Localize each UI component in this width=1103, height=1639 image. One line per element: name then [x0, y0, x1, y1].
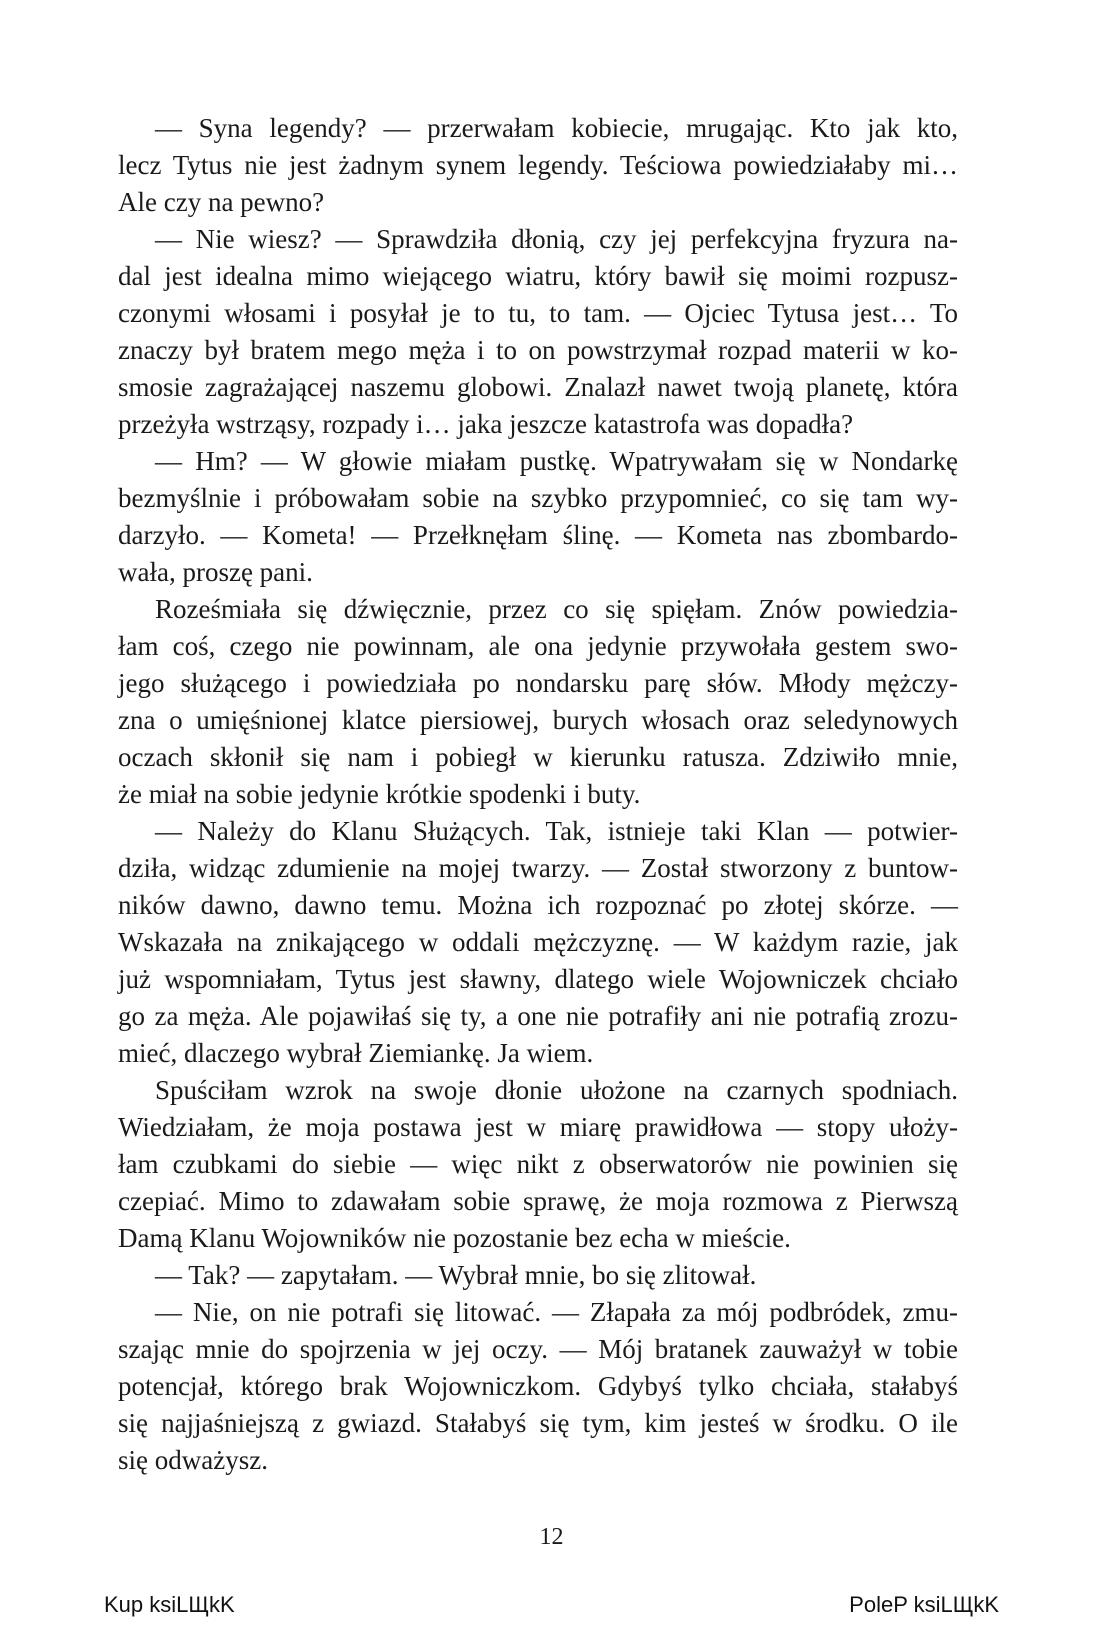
text-line: Wiedziałam, że moja postawa jest w miarę prawidłowa — stopy ułoży- [118, 1112, 958, 1142]
text-line: się najjaśniejszą z gwiazd. Stałabyś się tym, kim jesteś w środku. O ile [118, 1408, 958, 1438]
text-line: jego służącego i powiedziała po nondarsku parę słów. Młody mężczy- [118, 668, 958, 698]
text-line: — Hm? — W głowie miałam pustkę. Wpatrywałam się w Nondarkę [155, 446, 958, 476]
text-line: — Nie, on nie potrafi się litować. — Złapała za mój podbródek, zmu- [155, 1297, 958, 1327]
text-line: już wspomniałam, Tytus jest sławny, dlatego wiele Wojowniczek chciało [118, 964, 958, 994]
footer-recommend-link[interactable]: PoleP ksiLЩkK [849, 1592, 999, 1617]
text-line: że miał na sobie jedynie krótkie spodenki i buty. [118, 779, 641, 809]
text-line: lecz Tytus nie jest żadnym synem legendy. Teściowa powiedziałaby mi… [118, 150, 958, 180]
text-line: się odważysz. [118, 1445, 268, 1475]
text-line: — Należy do Klanu Służących. Tak, istnieje taki Klan — potwier- [155, 816, 958, 846]
text-line: czonymi włosami i posyłał je to tu, to tam. — Ojciec Tytusa jest… To [118, 298, 958, 328]
footer-buy-link[interactable]: Kup ksiLЩkK [104, 1592, 235, 1617]
text-line: Spuściłam wzrok na swoje dłonie ułożone na czarnych spodniach. [155, 1075, 958, 1105]
text-line: Wskazała na znikającego w oddali mężczyznę. — W każdym razie, jak [118, 927, 958, 957]
page-number: 12 [539, 1524, 564, 1550]
text-line: — Syna legendy? — przerwałam kobiecie, mrugając. Kto jak kto, [155, 113, 958, 143]
text-line: szając mnie do spojrzenia w jej oczy. — Mój bratanek zauważył w tobie [118, 1334, 958, 1364]
text-line: Roześmiała się dźwięcznie, przez co się spięłam. Znów powiedzia- [155, 594, 958, 624]
text-line: ników dawno, dawno temu. Można ich rozpoznać po złotej skórze. — [118, 890, 958, 920]
text-line: Damą Klanu Wojowników nie pozostanie bez echa w mieście. [118, 1223, 791, 1253]
text-line: wała, proszę pani. [118, 557, 313, 587]
body-text [118, 110, 958, 1479]
text-line: dziła, widząc zdumienie na mojej twarzy. — Został stworzony z buntow- [118, 853, 958, 883]
text-line: dal jest idealna mimo wiejącego wiatru, który bawił się moimi rozpusz- [118, 261, 958, 291]
text-line: potencjał, którego brak Wojowniczkom. Gdybyś tylko chciała, stałabyś [118, 1371, 958, 1401]
text-line: łam czubkami do siebie — więc nikt z obserwatorów nie powinien się [118, 1149, 958, 1179]
text-line: znaczy był bratem mego męża i to on powstrzymał rozpad materii w ko- [118, 335, 958, 365]
text-line: przeżyła wstrząsy, rozpady i… jaka jeszcze katastrofa was dopadła? [118, 409, 854, 439]
text-line: bezmyślnie i próbowałam sobie na szybko przypomnieć, co się tam wy- [118, 483, 958, 513]
text-line: go za męża. Ale pojawiłaś się ty, a one nie potrafiły ani nie potrafią zrozu- [118, 1001, 958, 1031]
text-line: mieć, dlaczego wybrał Ziemiankę. Ja wiem. [118, 1038, 594, 1068]
text-line: czepiać. Mimo to zdawałam sobie sprawę, że moja rozmowa z Pierwszą [118, 1186, 958, 1216]
text-line: oczach skłonił się nam i pobiegł w kierunku ratusza. Zdziwiło mnie, [118, 742, 958, 772]
text-line: łam coś, czego nie powinnam, ale ona jedynie przywołała gestem swo- [118, 631, 958, 661]
text-line: Ale czy na pewno? [118, 187, 325, 217]
text-line: darzyło. — Kometa! — Przełknęłam ślinę. — Kometa nas zbombardo- [118, 520, 958, 550]
text-line: smosie zagrażającej naszemu globowi. Znalazł nawet twoją planetę, która [118, 372, 958, 402]
text-line: zna o umięśnionej klatce piersiowej, burych włosach oraz seledynowych [118, 705, 958, 735]
text-line: — Nie wiesz? — Sprawdziła dłonią, czy jej perfekcyjna fryzura na- [155, 224, 958, 254]
text-line: — Tak? — zapytałam. — Wybrał mnie, bo się zlitował. [155, 1260, 757, 1290]
